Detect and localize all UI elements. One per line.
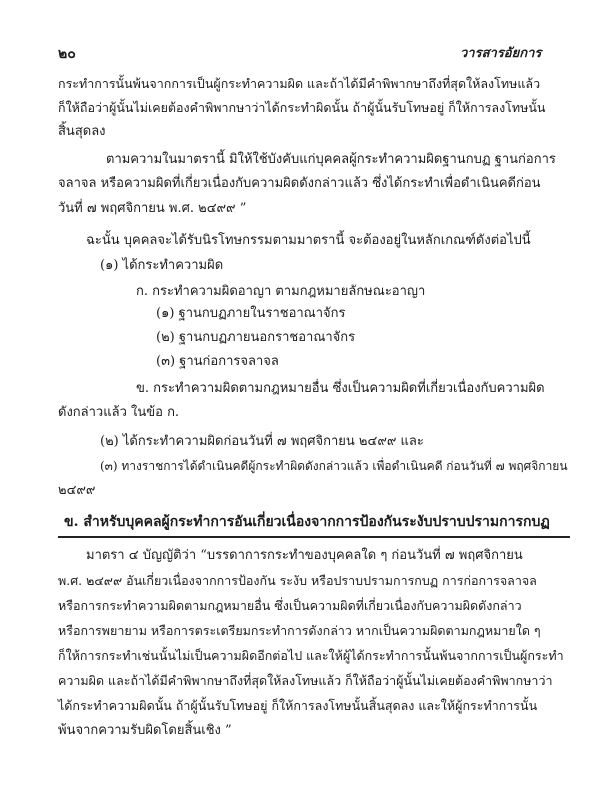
criteria-item: (๒) ได้กระทำความผิดก่อนวันที่ ๗ พฤศจิกายน ๒๔๙๙ และ [100,434,424,449]
body-line: กระทำการนั้นพ้นจากการเป็นผู้กระทำความผิด และถ้าได้มีคำพิพากษาถึงที่สุดให้ลงโทษแล้ว [58,76,541,91]
body-line: ก็ให้การกระทำเช่นนั้นไม่เป็นความผิดอีกต่อไป และให้ผู้ได้กระทำการนั้นพ้นจากการเป็นผู้กระทำ [58,648,564,663]
body-line: หรือการพยายาม หรือการตระเตรียมกระทำการดังกล่าว หากเป็นความผิดตามกฎหมายใด ๆ [58,623,541,638]
sub-list-item: (๒) ฐานกบฏภายนอกราชอาณาจักร [156,330,356,345]
body-line: ก็ให้ถือว่าผู้นั้นไม่เคยต้องคำพิพากษาว่าได้กระทำผิดนั้น ถ้าผู้นั้นรับโทษอยู่ ก็ให้การลงโทษนั้น [58,100,546,115]
body-line: หรือการกระทำความผิดตามกฎหมายอื่น ซึ่งเป็นความผิดที่เกี่ยวเนื่องกับความผิดดังกล่าว [58,598,522,613]
section-heading: ข. สำหรับบุคคลผู้กระทำการอันเกี่ยวเนื่องจากการป้องกันระงับปราบปรามการกบฏ [64,514,550,530]
sub-list-item: (๓) ฐานก่อการจลาจล [156,354,279,369]
sub-list-item: (๑) ฐานกบฏภายในราชอาณาจักร [156,306,346,321]
body-line: ได้กระทำความผิดนั้น ถ้าผู้นั้นรับโทษอยู่ ก็ให้การลงโทษนั้นสิ้นสุดลง และให้ผู้กระทำการนั้น [58,698,538,713]
criteria-item: (๓) ทางราชการได้ดำเนินคดีผู้กระทำผิดดังกล่าวแล้ว เพื่อดำเนินคดี ก่อนวันที่ ๗ พฤศจิกายน [100,459,568,473]
body-line: พ.ศ. ๒๔๙๙ อันเกี่ยวเนื่องจากการป้องกัน ระงับ หรือปราบปรามการกบฏ การก่อการจลาจล [58,573,537,588]
body-line: มาตรา ๔ บัญญัติว่า “บรรดาการกระทำของบุคคลใด ๆ ก่อนวันที่ ๗ พฤศจิกายน [86,548,523,563]
body-line: ฉะนั้น บุคคลจะได้รับนิรโทษกรรมตามมาตรานี้ จะต้องอยู่ในหลักเกณฑ์ดังต่อไปนี้ [86,233,531,248]
criteria-item: (๑) ได้กระทำความผิด [100,258,224,273]
page-number: ๒๐ [58,46,76,62]
body-line: ตามความในมาตรานี้ มิให้ใช้บังคับแก่บุคคลผู้กระทำความผิดฐานกบฏ ฐานก่อการ [106,152,556,167]
body-line: พ้นจากความรับผิดโดยสิ้นเชิง ” [58,723,232,738]
body-line: ดังกล่าวแล้ว ในข้อ ก. [58,405,180,420]
running-title: วารสารอัยการ [460,46,542,61]
section-underline [58,536,570,538]
sub-item-heading: ก. กระทำความผิดอาญา ตามกฎหมายลักษณะอาญา [136,284,426,299]
body-line: จลาจล หรือความผิดที่เกี่ยวเนื่องกับความผิดดังกล่าวแล้ว ซึ่งได้กระทำเพื่อดำเนินคดีก่อน [58,176,541,191]
body-line: ๒๔๙๙ [58,483,96,498]
body-line: สิ้นสุดลง [58,124,106,139]
body-line: ความผิด และถ้าได้มีคำพิพากษาถึงที่สุดให้ลงโทษแล้ว ก็ให้ถือว่าผู้นั้นไม่เคยต้องคำพิพากษาว่า [58,673,553,688]
sub-item-heading: ข. กระทำความผิดตามกฎหมายอื่น ซึ่งเป็นความผิดที่เกี่ยวเนื่องกับความผิด [136,381,545,396]
body-line: วันที่ ๗ พฤศจิกายน พ.ศ. ๒๔๙๙ ” [58,201,247,216]
